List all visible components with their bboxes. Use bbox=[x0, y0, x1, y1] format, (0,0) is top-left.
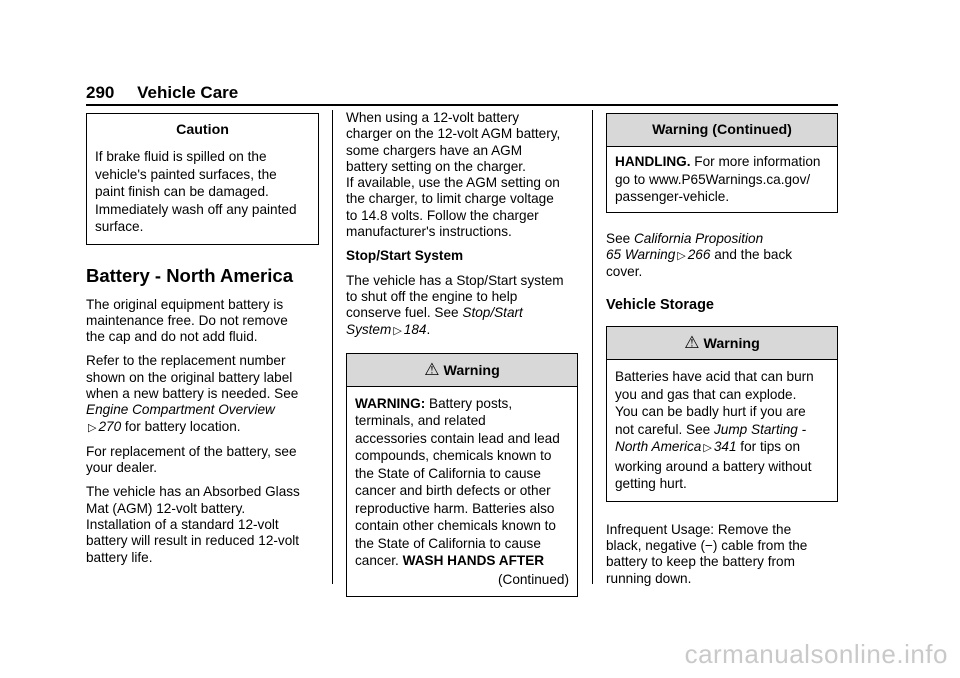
warning-line: WARNING: Battery posts, bbox=[355, 395, 513, 411]
page-ref[interactable]: 270 bbox=[98, 418, 122, 434]
warning-box-2 bbox=[606, 326, 838, 502]
battery-heading: Battery - North America bbox=[86, 264, 293, 286]
warning-line: cancer. WASH HANDS AFTER bbox=[355, 553, 545, 569]
page-ref[interactable]: 266 bbox=[687, 246, 711, 262]
header-rule bbox=[86, 104, 838, 106]
column-3 bbox=[606, 113, 838, 595]
warning-line: the State of California to cause bbox=[355, 535, 541, 551]
column-2 bbox=[346, 110, 578, 597]
caution-line: Immediately wash off any painted bbox=[95, 201, 297, 217]
warning-line: North America ▷ 341 for tips on bbox=[615, 439, 800, 455]
warning-line: not careful. See Jump Starting - bbox=[615, 421, 807, 437]
warning-line: reproductive harm. Batteries also bbox=[355, 500, 555, 516]
page-reference-icon: ▷ bbox=[703, 442, 712, 455]
warning-line: HANDLING. For more information bbox=[615, 154, 821, 169]
caution-line: vehicle's painted surfaces, the bbox=[95, 166, 277, 182]
page-reference-icon: ▷ bbox=[393, 324, 402, 337]
caution-line: surface. bbox=[95, 219, 144, 234]
caution-line: If brake fluid is spilled on the bbox=[95, 149, 267, 164]
warning-line: terminals, and related bbox=[355, 413, 486, 429]
page-ref[interactable]: 184 bbox=[403, 321, 427, 337]
stop-start-subhead: Stop/Start System bbox=[346, 248, 464, 264]
warning-line: You can be badly hurt if you are bbox=[615, 404, 806, 420]
link-engine-compartment[interactable]: Engine Compartment Overview bbox=[86, 402, 275, 418]
paragraph: For replacement of the battery, see your dealer. bbox=[86, 443, 297, 476]
paragraph: The vehicle has a Stop/Start system to shut off the engine to help conserve fuel. See Stop/Start System ▷ 184. bbox=[346, 272, 564, 337]
warning-continued-title: Warning (Continued) bbox=[607, 114, 837, 147]
warning-title: Warning bbox=[443, 362, 500, 379]
warning-title: Warning bbox=[703, 336, 760, 353]
continued-label: (Continued) bbox=[497, 571, 569, 587]
caution-box bbox=[86, 113, 319, 245]
warning-line: cancer and birth defects or other bbox=[355, 483, 551, 499]
paragraph: See California Proposition 65 Warning ▷ 266 and the back cover. bbox=[606, 230, 793, 280]
paragraph: Refer to the replacement number shown on the original battery label when a new battery is needed. See Engine Compartment Overview ▷ 270 for battery location. bbox=[86, 353, 299, 434]
warning-title-bar bbox=[607, 327, 837, 360]
paragraph: When using a 12-volt battery charger on the 12-volt AGM battery, some chargers have an AGM battery setting on the charger. If available, use the AGM setting on the charger, to limit charge voltage to 14.8 volts. Follow the charger manufacturer's instructions. bbox=[346, 110, 561, 240]
warning-triangle-icon: ⚠ bbox=[424, 359, 440, 379]
paragraph: Infrequent Usage: Remove the black, negative (−) cable from the battery to keep the battery from running down. bbox=[606, 521, 808, 586]
link-california-prop[interactable]: California Proposition bbox=[633, 230, 764, 246]
paragraph: The original equipment battery is maintenance free. Do not remove the cap and do not add fluid. bbox=[86, 296, 288, 345]
warning-line: go to www.P65Warnings.ca.gov/ bbox=[615, 171, 811, 187]
column-divider-2 bbox=[592, 110, 593, 584]
warning-continued-box bbox=[606, 113, 838, 213]
page-reference-icon: ▷ bbox=[88, 421, 97, 434]
link-stop-start[interactable]: Stop/Start bbox=[462, 305, 523, 321]
warning-line: the State of California to cause bbox=[355, 465, 541, 481]
warning-title-bar bbox=[347, 354, 577, 387]
warning-line: Batteries have acid that can burn bbox=[615, 369, 814, 385]
column-divider-1 bbox=[332, 110, 333, 584]
paragraph: The vehicle has an Absorbed Glass Mat (AGM) 12-volt battery. Installation of a standard 12-volt battery will result in reduced 12-volt battery life. bbox=[86, 484, 300, 565]
warning-line: accessories contain lead and lead bbox=[355, 430, 560, 446]
caution-line: paint finish can be damaged. bbox=[95, 184, 269, 199]
page-number: 290 bbox=[86, 83, 115, 102]
warning-line: getting hurt. bbox=[615, 476, 687, 492]
section-title: Vehicle Care bbox=[137, 83, 239, 102]
page-reference-icon: ▷ bbox=[677, 249, 686, 262]
vehicle-storage-heading: Vehicle Storage bbox=[606, 297, 714, 314]
page-ref[interactable]: 341 bbox=[713, 439, 737, 455]
warning-box bbox=[346, 353, 578, 597]
page-header bbox=[86, 83, 238, 103]
warning-line: you and gas that can explode. bbox=[615, 386, 797, 402]
warning-line: contain other chemicals known to bbox=[355, 518, 556, 534]
warning-line: working around a battery without bbox=[615, 458, 812, 474]
link-jump-starting[interactable]: Jump Starting - bbox=[714, 421, 807, 437]
column-1 bbox=[86, 113, 319, 574]
watermark: carmanualsonline.info bbox=[684, 639, 948, 669]
warning-line: compounds, chemicals known to bbox=[355, 448, 552, 464]
warning-triangle-icon: ⚠ bbox=[684, 333, 700, 353]
caution-title: Caution bbox=[87, 114, 318, 144]
warning-line: passenger-vehicle. bbox=[615, 189, 730, 204]
